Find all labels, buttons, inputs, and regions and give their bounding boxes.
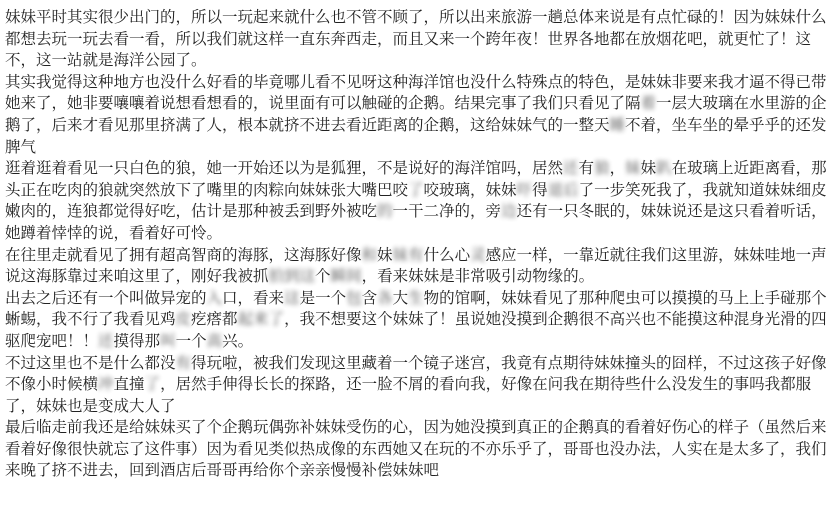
- text-segment: 妹: [640, 159, 657, 178]
- paragraph: [5, 353, 831, 418]
- text-segment: 大: [392, 288, 409, 307]
- redacted-text: 边: [501, 202, 517, 221]
- redacted-text: 还: [98, 331, 114, 350]
- text-segment: 口，看来: [222, 288, 285, 307]
- redacted-text: 的: [377, 202, 393, 221]
- redacted-text: 叫: [160, 331, 176, 350]
- text-segment: 在玻璃上近距离看，那头正在吃肉的狼就突然放下了嘴里的肉粽向妹妹张大嘴巴咬: [5, 159, 827, 199]
- text-segment: 摸得那: [113, 331, 161, 350]
- text-segment: 一个: [175, 331, 207, 350]
- redacted-text: 高: [206, 331, 223, 350]
- redacted-text: 着: [640, 94, 657, 113]
- text-segment: 最后临走前我还是给妹妹买了个企鹅玩偶弥补妹妹受伤的心，因为她没摸到真正的企鹅真的看着好伤心的样子（虽然后来看着好像很快就忘了这件事）因为看见类似热成像的东西她又在玩的不亦乐乎了，哥哥也没办法，人实在是太多了，我们来晚了挤不进去，回到酒店后哥哥再给你个亲亲慢慢补偿妹妹吧: [5, 418, 827, 480]
- redacted-text: 皮: [175, 310, 192, 329]
- redacted-text: 包: [346, 288, 362, 307]
- redacted-text: 这: [284, 288, 300, 307]
- text-segment: 其实我觉得这种地方也没什么好看的毕竟哪儿看不见呀这种海洋馆也没什么特殊点的特色，是妹妹非要来我才逼不得已带她来了，她非要嚷嚷着说想看想看的，说里面有可以触碰的企鹅。结果完事了我们只看见了隔: [5, 72, 827, 113]
- redacted-text: 妹有: [392, 245, 424, 264]
- redacted-text: 了: [144, 375, 161, 394]
- text-segment: 什么心: [423, 245, 471, 264]
- text-segment: 个: [315, 267, 331, 286]
- redacted-text: 睡: [609, 115, 626, 134]
- text-segment: 兴。: [222, 331, 254, 350]
- redacted-text: 各: [377, 288, 393, 307]
- text-segment: 还有一只冬眠的，妹妹说还是这只看着听话，她蹲着悻悻的说，看着好可怜。: [5, 202, 827, 242]
- text-segment: 有: [578, 159, 595, 178]
- text-segment: 是一个: [299, 288, 347, 307]
- redacted-text: 吓: [516, 180, 533, 199]
- redacted-text: 和: [361, 245, 378, 264]
- paragraph: [5, 7, 831, 72]
- text-segment: 一层大玻璃在水里游的企鹅了，后来才看见那里挤满了人，根本就挤不进去看近距离的企鹅，这给妹妹气的一整天: [5, 94, 827, 134]
- redacted-text: 入: [206, 288, 223, 307]
- paragraph: [5, 245, 831, 288]
- text-segment: 妹妹平时其实很少出门的，所以一玩起来就什么也不管不顾了，所以出来旅游一趟总体来说是有点忙碌的！因为妹妹什么都想去玩一玩去看一看，所以我们就这样一直东奔西走，而且又来一个跨年夜！世界各地都在放烟花吧，就更忙了！这不，这一站就是海洋公园了。: [5, 8, 827, 70]
- text-segment: ，看来妹妹是非常吸引动物缘的。: [361, 267, 595, 286]
- redacted-text: 拍到这: [268, 267, 316, 286]
- redacted-text: 还: [563, 159, 579, 178]
- text-segment: 得: [532, 180, 548, 199]
- redacted-text: 灵: [470, 245, 486, 264]
- paragraph: [5, 72, 831, 158]
- text-segment: 咬玻璃，妹妹: [423, 180, 517, 199]
- text-segment: 在往里走就看见了拥有超高智商的海豚，这海豚好像: [5, 245, 362, 264]
- article-body: [5, 7, 831, 482]
- redacted-text: 狼: [594, 159, 610, 178]
- redacted-text: 趴: [656, 159, 672, 178]
- redacted-text: 了: [408, 180, 424, 199]
- redacted-text: 妹: [625, 159, 641, 178]
- text-segment: 一干二净的，旁: [392, 202, 502, 221]
- redacted-text: 起来了: [237, 310, 285, 329]
- text-segment: ，居然手伸得长长的探路，还一脸不屑的看向我，好像在问我在期待些什么没发生的事吗我都服了，妹妹也是变成大人了: [5, 375, 812, 415]
- text-segment: 出去之后还有一个叫做异宠的: [5, 288, 207, 307]
- text-segment: 了一步笑死我了，我就知道妹妹细皮嫩肉的，连狼都觉得好吃，估计是那种被丢到野外被吃: [5, 180, 827, 221]
- paragraph: [5, 158, 831, 244]
- text-segment: 逛着逛着看见一只白色的狼，她一开始还以为是狐狸，不是说好的海洋馆吗，居然: [5, 159, 564, 178]
- text-segment: 物的馆啊，妹妹看见了那种爬虫可以摸摸的马上上手碰那个蜥蜴，我不行了我看见鸡: [5, 288, 827, 329]
- text-segment: 疙瘩都: [191, 310, 238, 329]
- paragraph: [5, 288, 831, 353]
- text-segment: 直撞: [113, 375, 145, 394]
- text-segment: 妹: [377, 245, 393, 264]
- redacted-text: 生: [408, 288, 424, 307]
- text-segment: 含: [361, 288, 378, 307]
- text-segment: 感应一样，一靠近就往我们这里游，妹妹哇地一声说这海豚靠过来咱这里了，刚好我被抓: [5, 245, 827, 286]
- redacted-text: 有: [175, 353, 192, 372]
- redacted-text: 退后: [547, 180, 579, 199]
- text-segment: ，: [609, 159, 626, 178]
- paragraph: [5, 417, 831, 482]
- redacted-text: 冲: [98, 375, 114, 394]
- redacted-text: 瞬间: [330, 267, 362, 286]
- text-segment: 不着，坐车坐的晕乎乎的还发脾气: [5, 115, 827, 156]
- text-segment: ，我不想要这个妹妹了！虽说她没摸到企鹅很不高兴也不能摸这种混身光滑的四驱爬宠吧！！: [5, 310, 827, 350]
- text-segment: 得玩啦，被我们发现这里藏着一个镜子迷宫，我竟有点期待妹妹撞头的囧样，不过这孩子好像不像小时候横: [5, 353, 827, 394]
- text-segment: 不过这里也不是什么都没: [5, 353, 176, 372]
